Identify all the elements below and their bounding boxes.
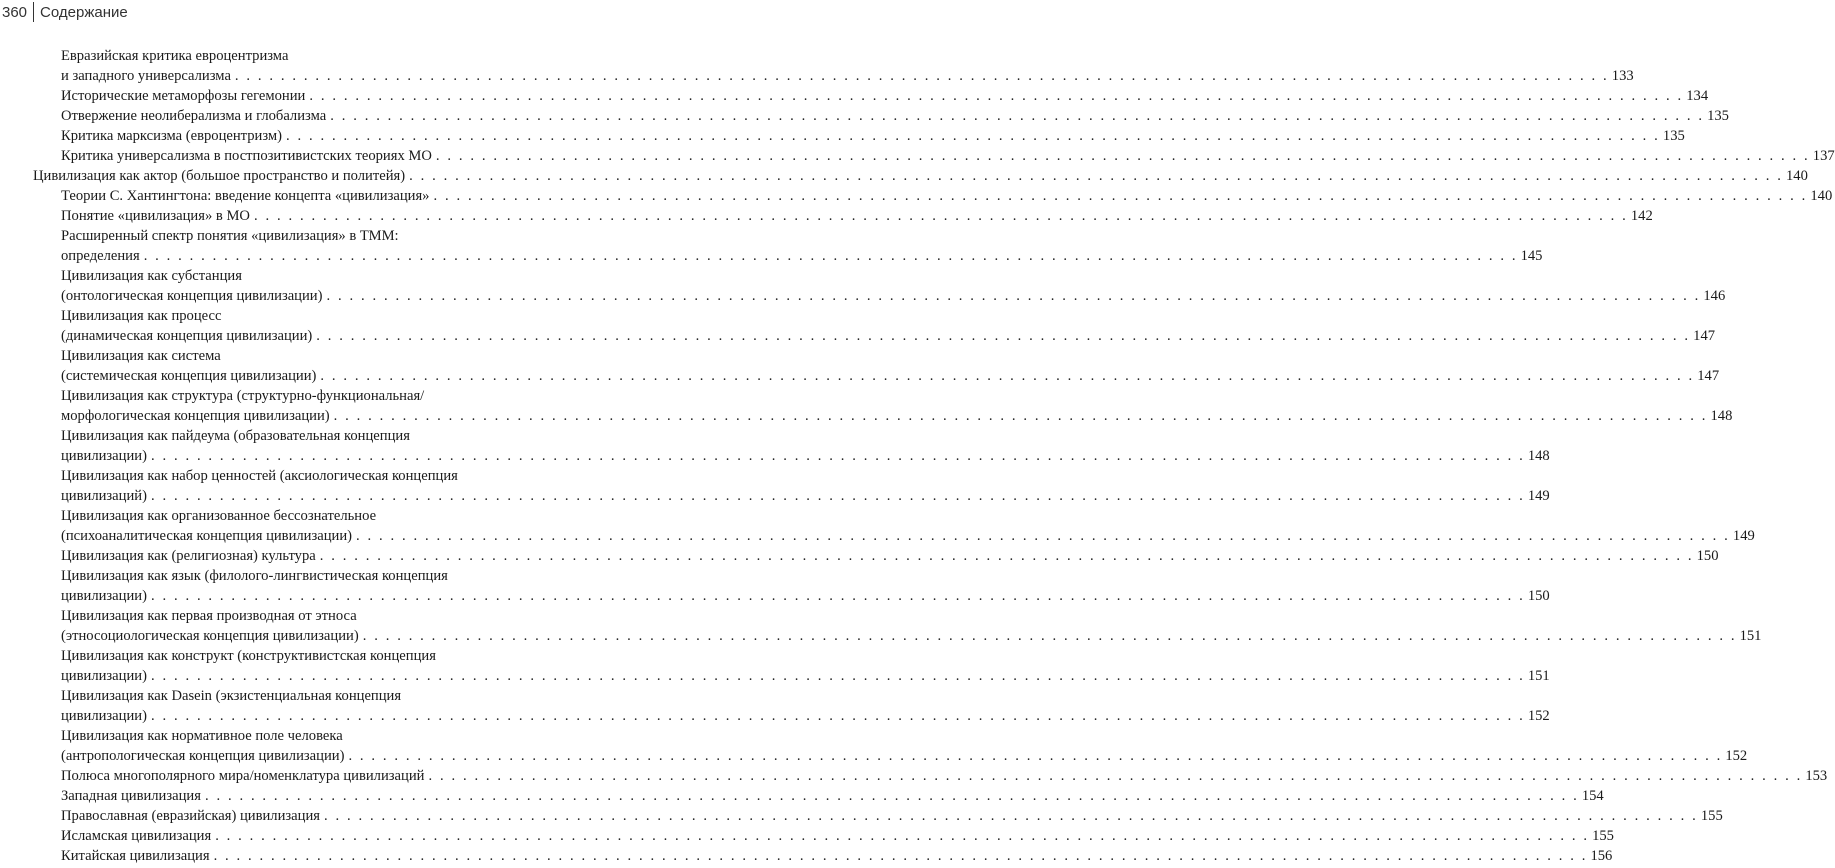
toc-page-number: 148: [1527, 448, 1550, 464]
toc-entry-title: Цивилизация как нормативное поле человека: [61, 728, 343, 744]
leader-dots: . . . . . . . . . . . . . . . . . . . . . . . . . . . . . . . . . . . . . . . . . . . . . . . . . . . . . . . . . . . . . . . . . . . . . . . . . . . . . . . . . . . . . . . . . . . . . . . . . . . . . . . . . . . . . . . . . . . . . . . .: [150, 588, 1525, 604]
toc-entry[interactable]: [0, 646, 1550, 686]
toc-entry[interactable]: [0, 206, 1653, 226]
toc-entry-title: (психоаналитическая концепция цивилизации): [61, 528, 353, 544]
toc-entry-title: (системическая концепция цивилизации): [61, 368, 317, 384]
leader-dots: . . . . . . . . . . . . . . . . . . . . . . . . . . . . . . . . . . . . . . . . . . . . . . . . . . . . . . . . . . . . . . . . . . . . . . . . . . . . . . . . . . . . . . . . . . . . . . . . . . . . . . . . . . . . . . . . . . . . . . . .: [428, 768, 1803, 784]
toc-entry-title: Цивилизация как актор (большое пространство и политейя): [33, 168, 406, 184]
leader-dots: . . . . . . . . . . . . . . . . . . . . . . . . . . . . . . . . . . . . . . . . . . . . . . . . . . . . . . . . . . . . . . . . . . . . . . . . . . . . . . . . . . . . . . . . . . . . . . . . . . . . . . . . . . . . . . . . . . . . . . . .: [435, 148, 1810, 164]
toc-page-number: 156: [1590, 848, 1613, 864]
toc-page-number: 150: [1696, 548, 1719, 564]
toc-entry-title: Китайская цивилизация: [61, 848, 210, 864]
toc-page-number: 154: [1581, 788, 1604, 804]
leader-dots: . . . . . . . . . . . . . . . . . . . . . . . . . . . . . . . . . . . . . . . . . . . . . . . . . . . . . . . . . . . . . . . . . . . . . . . . . . . . . . . . . . . . . . . . . . . . . . . . . . . . . . . . . . . . . . . . . . . . . . . .: [150, 708, 1525, 724]
toc-entry-title: Цивилизация как субстанция: [61, 268, 242, 284]
toc-entry[interactable]: [0, 166, 1808, 186]
toc-entry-title: цивилизации): [61, 588, 147, 604]
toc-entry-title: цивилизации): [61, 708, 147, 724]
toc-page-number: 142: [1630, 208, 1653, 224]
leader-dots: . . . . . . . . . . . . . . . . . . . . . . . . . . . . . . . . . . . . . . . . . . . . . . . . . . . . . . . . . . . . . . . . . . . . . . . . . . . . . . . . . . . . . . . . . . . . . . . . . . . . . . . . . . . . . . . . . . . . . . . .: [286, 128, 1660, 144]
leader-dots: . . . . . . . . . . . . . . . . . . . . . . . . . . . . . . . . . . . . . . . . . . . . . . . . . . . . . . . . . . . . . . . . . . . . . . . . . . . . . . . . . . . . . . . . . . . . . . . . . . . . . . . . . . . . . . . . . . . . . . . .: [333, 408, 1708, 424]
toc-entry-title: Понятие «цивилизация» в МО: [61, 208, 250, 224]
toc-entry-title: Расширенный спектр понятия «цивилизация» в ТММ:: [61, 228, 399, 244]
toc-page-number: 147: [1693, 328, 1716, 344]
toc-page-number: 155: [1700, 808, 1723, 824]
toc-entry-title: (динамическая концепция цивилизации): [61, 328, 313, 344]
toc-entry-title: (антропологическая концепция цивилизации): [61, 748, 345, 764]
leader-dots: . . . . . . . . . . . . . . . . . . . . . . . . . . . . . . . . . . . . . . . . . . . . . . . . . . . . . . . . . . . . . . . . . . . . . . . . . . . . . . . . . . . . . . . . . . . . . . . . . . . . . . . . . . . . . . . . . . . . . . . .: [320, 368, 1695, 384]
toc-entry-title: цивилизации): [61, 448, 147, 464]
toc-entry-title: Цивилизация как система: [61, 348, 221, 364]
toc-entry[interactable]: [0, 86, 1709, 106]
toc-entry-title: Полюса многополярного мира/номенклатура цивилизаций: [61, 768, 425, 784]
leader-dots: . . . . . . . . . . . . . . . . . . . . . . . . . . . . . . . . . . . . . . . . . . . . . . . . . . . . . . . . . . . . . . . . . . . . . . . . . . . . . . . . . . . . . . . . . . . . . . . . . . . . . . . . . . . . . . . . . . . . . . . .: [356, 528, 1730, 544]
toc-entry[interactable]: [0, 346, 1720, 386]
toc-entry[interactable]: [0, 806, 1723, 826]
toc-entry[interactable]: [0, 266, 1726, 306]
toc-entry-title: Цивилизация как процесс: [61, 308, 222, 324]
toc-entry-title: Критика марксизма (евроцентризм): [61, 128, 283, 144]
toc-entry[interactable]: [0, 146, 1835, 166]
toc-entry[interactable]: [0, 46, 1634, 86]
running-header: [2, 1, 128, 23]
toc-entry[interactable]: [0, 106, 1729, 126]
toc-entry[interactable]: [0, 786, 1604, 806]
toc-entry[interactable]: [0, 846, 1613, 866]
toc-entry[interactable]: [0, 546, 1719, 566]
toc-entry-title: Западная цивилизация: [61, 788, 201, 804]
toc-entry[interactable]: [0, 226, 1543, 266]
leader-dots: . . . . . . . . . . . . . . . . . . . . . . . . . . . . . . . . . . . . . . . . . . . . . . . . . . . . . . . . . . . . . . . . . . . . . . . . . . . . . . . . . . . . . . . . . . . . . . . . . . . . . . . . . . . . . . . . . . . . . . . .: [215, 828, 1590, 844]
toc-entry[interactable]: [0, 126, 1685, 146]
toc-page-number: 140: [1785, 168, 1808, 184]
toc-page-number: 145: [1520, 248, 1543, 264]
leader-dots: . . . . . . . . . . . . . . . . . . . . . . . . . . . . . . . . . . . . . . . . . . . . . . . . . . . . . . . . . . . . . . . . . . . . . . . . . . . . . . . . . . . . . . . . . . . . . . . . . . . . . . . . . . . . . . . . . . . . . . . .: [150, 488, 1525, 504]
toc-entry-title: и западного универсализма: [61, 68, 231, 84]
leader-dots: . . . . . . . . . . . . . . . . . . . . . . . . . . . . . . . . . . . . . . . . . . . . . . . . . . . . . . . . . . . . . . . . . . . . . . . . . . . . . . . . . . . . . . . . . . . . . . . . . . . . . . . . . . . . . . . . . . . . . . . .: [316, 328, 1691, 344]
toc-page-number: 135: [1707, 108, 1729, 124]
toc-page-number: 133: [1611, 68, 1634, 84]
toc-entry-title: цивилизаций): [61, 488, 147, 504]
leader-dots: . . . . . . . . . . . . . . . . . . . . . . . . . . . . . . . . . . . . . . . . . . . . . . . . . . . . . . . . . . . . . . . . . . . . . . . . . . . . . . . . . . . . . . . . . . . . . . . . . . . . . . . . . . . . . . . . . . . . . . . .: [323, 808, 1698, 824]
toc-page-number: 147: [1697, 368, 1720, 384]
toc-page-number: 152: [1527, 708, 1550, 724]
leader-dots: . . . . . . . . . . . . . . . . . . . . . . . . . . . . . . . . . . . . . . . . . . . . . . . . . . . . . . . . . . . . . . . . . . . . . . . . . . . . . . . . . . . . . . . . . . . . . . . . . . . . . . . . . . . . . . . . . . . . . . . .: [348, 748, 1723, 764]
leader-dots: . . . . . . . . . . . . . . . . . . . . . . . . . . . . . . . . . . . . . . . . . . . . . . . . . . . . . . . . . . . . . . . . . . . . . . . . . . . . . . . . . . . . . . . . . . . . . . . . . . . . . . . . . . . . . . . . . . . . . . . .: [409, 168, 1783, 184]
toc-entry[interactable]: [0, 306, 1716, 346]
toc-entry-title: Православная (евразийская) цивилизация: [61, 808, 320, 824]
leader-dots: . . . . . . . . . . . . . . . . . . . . . . . . . . . . . . . . . . . . . . . . . . . . . . . . . . . . . . . . . . . . . . . . . . . . . . . . . . . . . . . . . . . . . . . . . . . . . . . . . . . . . . . . . . . . . . . . . . . . . . . .: [213, 848, 1588, 864]
toc-entry-title: Теории С. Хантингтона: введение концепта «цивилизация»: [61, 188, 430, 204]
leader-dots: . . . . . . . . . . . . . . . . . . . . . . . . . . . . . . . . . . . . . . . . . . . . . . . . . . . . . . . . . . . . . . . . . . . . . . . . . . . . . . . . . . . . . . . . . . . . . . . . . . . . . . . . . . . . . . . . . . . . . . . .: [362, 628, 1737, 644]
toc-entry-title: морфологическая концепция цивилизации): [61, 408, 330, 424]
page-number: 360: [2, 3, 28, 21]
toc-page-number: 149: [1527, 488, 1550, 504]
leader-dots: . . . . . . . . . . . . . . . . . . . . . . . . . . . . . . . . . . . . . . . . . . . . . . . . . . . . . . . . . . . . . . . . . . . . . . . . . . . . . . . . . . . . . . . . . . . . . . . . . . . . . . . . . . . . . . . . . . . . . . . .: [326, 288, 1701, 304]
toc-entry-title: Цивилизация как язык (филолого-лингвистическая концепция: [61, 568, 448, 584]
toc-entry-title: Цивилизация как Dasein (экзистенциальная концепция: [61, 688, 402, 704]
toc-page-number: 151: [1527, 668, 1550, 684]
toc-entry-title: Цивилизация как набор ценностей (аксиологическая концепция: [61, 468, 458, 484]
leader-dots: . . . . . . . . . . . . . . . . . . . . . . . . . . . . . . . . . . . . . . . . . . . . . . . . . . . . . . . . . . . . . . . . . . . . . . . . . . . . . . . . . . . . . . . . . . . . . . . . . . . . . . . . . . . . . . . . . . . . . . . .: [319, 548, 1694, 564]
toc-page-number: 150: [1527, 588, 1550, 604]
toc-page-number: 134: [1686, 88, 1709, 104]
toc-entry-title: Цивилизация как пайдеума (образовательная концепция: [61, 428, 410, 444]
toc-page-number: 151: [1739, 628, 1762, 644]
header-divider: [33, 2, 34, 22]
toc-entry-title: Евразийская критика евроцентризма: [61, 48, 289, 64]
leader-dots: . . . . . . . . . . . . . . . . . . . . . . . . . . . . . . . . . . . . . . . . . . . . . . . . . . . . . . . . . . . . . . . . . . . . . . . . . . . . . . . . . . . . . . . . . . . . . . . . . . . . . . . . . . . . . . . . . . . . . . . .: [143, 248, 1518, 264]
leader-dots: . . . . . . . . . . . . . . . . . . . . . . . . . . . . . . . . . . . . . . . . . . . . . . . . . . . . . . . . . . . . . . . . . . . . . . . . . . . . . . . . . . . . . . . . . . . . . . . . . . . . . . . . . . . . . . . . . . . . . . . .: [330, 108, 1705, 124]
toc-page-number: 137: [1812, 148, 1835, 164]
toc-entry[interactable]: [0, 766, 1828, 786]
toc-entry[interactable]: [0, 466, 1550, 506]
toc-entry-title: цивилизации): [61, 668, 147, 684]
section-title: Содержание: [40, 3, 128, 21]
table-of-contents: [0, 46, 1835, 866]
toc-entry-title: Цивилизация как организованное бессознательное: [61, 508, 377, 524]
toc-page-number: 149: [1732, 528, 1755, 544]
toc-page-number: 140: [1810, 188, 1833, 204]
toc-page-number: 135: [1662, 128, 1685, 144]
toc-page-number: 153: [1805, 768, 1828, 784]
toc-entry[interactable]: [0, 506, 1755, 546]
leader-dots: . . . . . . . . . . . . . . . . . . . . . . . . . . . . . . . . . . . . . . . . . . . . . . . . . . . . . . . . . . . . . . . . . . . . . . . . . . . . . . . . . . . . . . . . . . . . . . . . . . . . . . . . . . . . . . . . . . . . . . . .: [234, 68, 1609, 84]
toc-entry-title: Цивилизация как структура (структурно-функциональная/: [61, 388, 425, 404]
toc-entry[interactable]: [0, 606, 1762, 646]
toc-entry-title: Исторические метаморфозы гегемонии: [61, 88, 306, 104]
toc-entry-title: Цивилизация как (религиозная) культура: [61, 548, 316, 564]
toc-entry[interactable]: [0, 826, 1614, 846]
leader-dots: . . . . . . . . . . . . . . . . . . . . . . . . . . . . . . . . . . . . . . . . . . . . . . . . . . . . . . . . . . . . . . . . . . . . . . . . . . . . . . . . . . . . . . . . . . . . . . . . . . . . . . . . . . . . . . . . . . . . . . . .: [253, 208, 1628, 224]
leader-dots: . . . . . . . . . . . . . . . . . . . . . . . . . . . . . . . . . . . . . . . . . . . . . . . . . . . . . . . . . . . . . . . . . . . . . . . . . . . . . . . . . . . . . . . . . . . . . . . . . . . . . . . . . . . . . . . . . . . . . . . .: [150, 668, 1525, 684]
toc-entry[interactable]: [0, 566, 1550, 606]
leader-dots: . . . . . . . . . . . . . . . . . . . . . . . . . . . . . . . . . . . . . . . . . . . . . . . . . . . . . . . . . . . . . . . . . . . . . . . . . . . . . . . . . . . . . . . . . . . . . . . . . . . . . . . . . . . . . . . . . . . . . . . .: [433, 188, 1808, 204]
toc-entry-title: Отвержение неолиберализма и глобализма: [61, 108, 327, 124]
toc-entry[interactable]: [0, 686, 1550, 726]
toc-page-number: 155: [1592, 828, 1614, 844]
toc-page-number: 148: [1710, 408, 1733, 424]
toc-entry-title: Исламская цивилизация: [61, 828, 212, 844]
toc-entry[interactable]: [0, 386, 1733, 426]
leader-dots: . . . . . . . . . . . . . . . . . . . . . . . . . . . . . . . . . . . . . . . . . . . . . . . . . . . . . . . . . . . . . . . . . . . . . . . . . . . . . . . . . . . . . . . . . . . . . . . . . . . . . . . . . . . . . . . . . . . . . . . .: [150, 448, 1525, 464]
toc-page-number: 146: [1703, 288, 1726, 304]
toc-entry[interactable]: [0, 726, 1748, 766]
leader-dots: . . . . . . . . . . . . . . . . . . . . . . . . . . . . . . . . . . . . . . . . . . . . . . . . . . . . . . . . . . . . . . . . . . . . . . . . . . . . . . . . . . . . . . . . . . . . . . . . . . . . . . . . . . . . . . . . . . . . . . . .: [309, 88, 1684, 104]
toc-entry[interactable]: [0, 426, 1550, 466]
toc-page-number: 152: [1725, 748, 1748, 764]
toc-entry-title: (этносоциологическая концепция цивилизации): [61, 628, 359, 644]
leader-dots: . . . . . . . . . . . . . . . . . . . . . . . . . . . . . . . . . . . . . . . . . . . . . . . . . . . . . . . . . . . . . . . . . . . . . . . . . . . . . . . . . . . . . . . . . . . . . . . . . . . . . . . . . . . . . . . . . . . . . . . .: [204, 788, 1579, 804]
toc-entry-title: (онтологическая концепция цивилизации): [61, 288, 323, 304]
toc-entry-title: Критика универсализма в постпозитивистских теориях МО: [61, 148, 432, 164]
toc-entry-title: Цивилизация как конструкт (конструктивистская концепция: [61, 648, 436, 664]
toc-entry-title: определения: [61, 248, 140, 264]
toc-entry-title: Цивилизация как первая производная от этноса: [61, 608, 357, 624]
toc-entry[interactable]: [0, 186, 1833, 206]
